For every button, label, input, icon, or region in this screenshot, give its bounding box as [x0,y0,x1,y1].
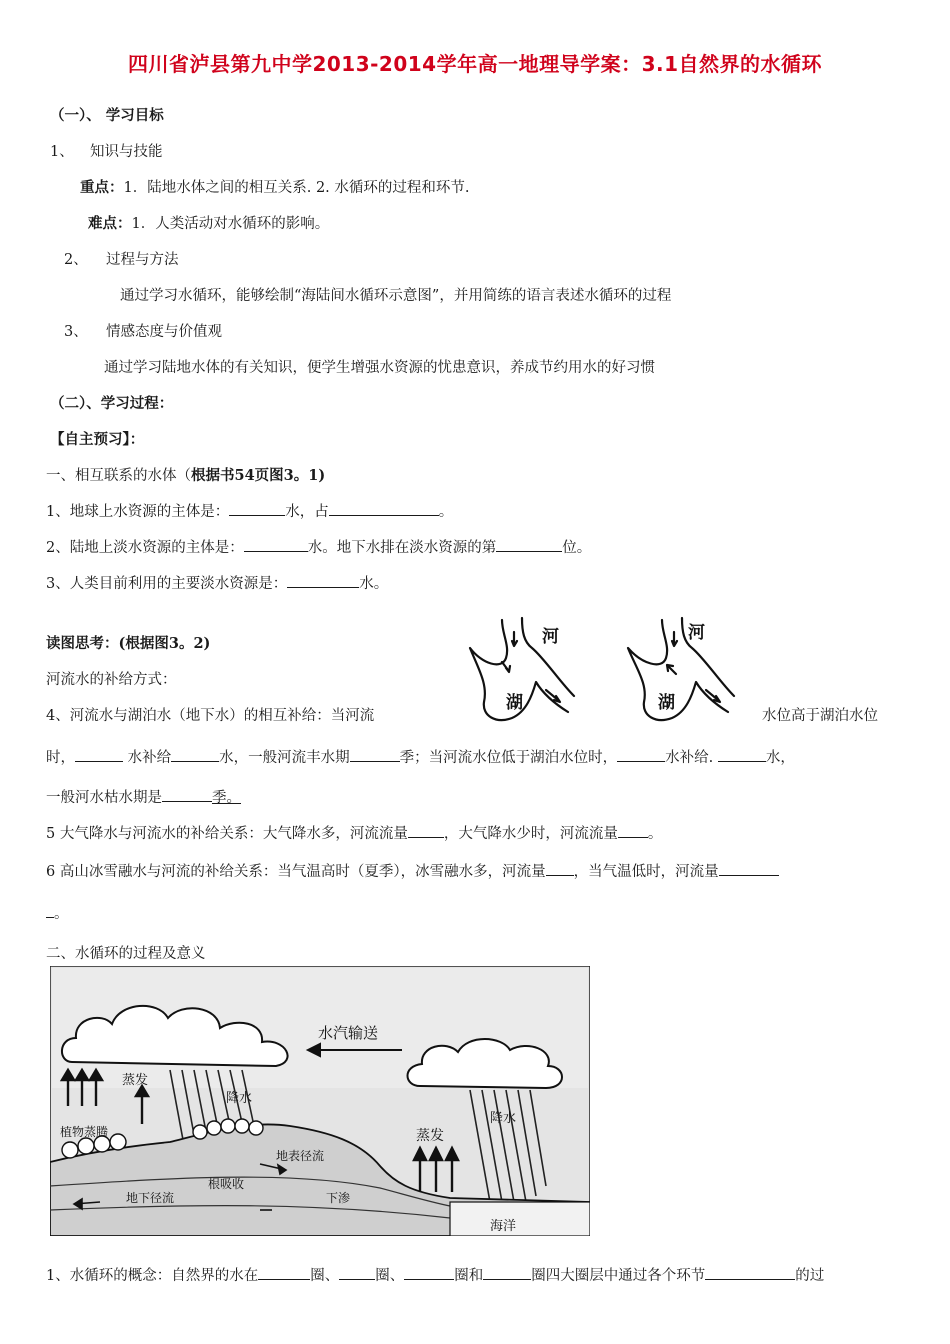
question-4-text-j: 季。 [212,790,241,806]
question-4-line-1a: 4、河流水与湖泊水（地下水）的相互补给：当河流 [46,708,375,724]
question-5-blank-2[interactable] [618,823,648,838]
ocean-area [450,1202,590,1236]
section-heading-process: （二）、学习过程： [50,395,174,412]
vapor-transport-label: 水汽输送 [318,1024,379,1042]
question-4-blank-2[interactable] [171,747,219,762]
question-1-blank-2[interactable] [329,501,439,516]
transpiration-label: 植物蒸腾 [60,1125,109,1139]
river-supply-label: 河流水的补给方式： [46,672,177,688]
question-7-blank-3[interactable] [404,1265,454,1280]
question-5-text-b: ，大气降水少时，河流流量 [443,826,618,842]
precipitation-right-label: 降水 [490,1111,517,1126]
question-2-text-b: 水。地下水排在淡水资源的第 [307,540,497,556]
question-7-text-b: 圈、 [310,1268,340,1284]
question-6-text-a: 6 高山冰雪融水与河流的补给关系：当气温高时（夏季），冰雪融水多，河流量 [46,864,546,880]
water-cycle-figure [50,966,590,1236]
question-7-blank-5[interactable] [705,1265,795,1280]
question-3 [46,572,388,593]
question-4-blank-1[interactable] [75,747,123,762]
question-4-text-c: 时， [46,750,75,766]
question-6-blank-2[interactable] [719,861,779,876]
river-lake-figure [462,612,752,742]
infiltration-label: 下渗 [326,1191,351,1205]
question-4-blank-5[interactable] [718,747,766,762]
subheading-water-bodies [46,464,325,485]
question-7-text-c: 圈、 [375,1268,405,1284]
question-6-end [46,902,69,923]
question-6-text-b: ，当气温低时，河流量 [573,864,719,880]
question-7-text-d: 圈和 [454,1268,484,1284]
question-6-blank-1[interactable] [546,861,574,876]
objective-1-label: 知识与技能 [90,144,163,160]
subheading-water-cycle: 二、水循环的过程及意义 [46,946,206,962]
underground-runoff-label: 地下径流 [126,1191,175,1205]
question-4-blank-6[interactable] [162,787,212,802]
question-4-text-h: 水， [765,750,795,766]
question-5-text-c: 。 [647,826,663,842]
subheading-water-bodies-b: 根据书54页图3。1) [191,467,326,484]
question-3-blank-1[interactable] [287,573,359,588]
question-4-text-f: 季；当河流水位低于湖泊水位时， [399,750,618,766]
key-points-label: 重点： [80,179,124,196]
question-2-text-a: 2、陆地上淡水资源的主体是： [46,540,244,556]
lake-label-left: 湖 [506,693,523,713]
question-4-line-1b: 水位高于湖泊水位 [762,708,878,724]
question-4-text-g: 水补给. [665,750,714,766]
question-4-blank-4[interactable] [617,747,665,762]
objective-3-label: 情感态度与价值观 [106,324,222,340]
question-4-text-d: 水补给 [127,750,172,766]
question-2-blank-1[interactable] [244,537,308,552]
key-points-text: 1．陆地水体之间的相互关系. 2. 水循环的过程和环节. [123,180,470,196]
page-title: 四川省泸县第九中学2013-2014学年高一地理导学案：3.1自然界的水循环 [127,52,823,76]
difficult-points-label: 难点： [88,215,132,232]
question-7-text-f: 的过 [795,1268,825,1284]
question-7-text-a: 1、水循环的概念：自然界的水在 [46,1268,259,1284]
lake-label-right: 湖 [658,693,675,713]
evaporation-left-label: 蒸发 [122,1073,149,1088]
key-points [80,176,470,197]
self-preview-label: 【自主预习】： [50,431,145,448]
question-3-text-b: 水。 [359,576,389,592]
precipitation-left-label: 降水 [226,1091,253,1106]
question-5-blank-1[interactable] [408,823,444,838]
question-1 [46,500,453,521]
objective-3-text: 通过学习陆地水体的有关知识，便学生增强水资源的忧患意识，养成节约用水的好习惯 [104,360,655,376]
question-3-text-a: 3、人类目前利用的主要淡水资源是： [46,576,288,592]
evaporation-right-label: 蒸发 [416,1128,444,1144]
river-label-right: 河 [688,623,705,643]
question-7-blank-2[interactable] [339,1265,375,1280]
question-4-blank-3[interactable] [350,747,400,762]
question-2-text-c: 位。 [562,540,592,556]
question-4-text-e: 水，一般河流丰水期 [219,750,350,766]
question-4-line-2 [46,746,795,767]
question-6-blank-3[interactable] [46,903,54,918]
difficult-points-text: 1．人类活动对水循环的影响。 [131,216,330,232]
difficult-points [88,212,329,233]
question-7-blank-1[interactable] [258,1265,310,1280]
question-4-text-i: 一般河水枯水期是 [46,790,162,806]
question-7-text-e: 圈四大圈层中通过各个环节 [531,1268,706,1284]
question-7 [46,1264,824,1285]
question-2 [46,536,591,557]
ocean-label: 海洋 [490,1219,517,1234]
objective-3-number: 3、 [64,324,88,340]
section-heading-objectives: （一）、 学习目标 [50,107,164,124]
question-5-text-a: 5 大气降水与河流水的补给关系：大气降水多，河流流量 [46,826,408,842]
question-1-text-b: 水，占 [285,504,329,520]
question-1-blank-1[interactable] [229,501,285,516]
question-1-text-a: 1、地球上水资源的主体是： [46,504,230,520]
objective-2-number: 2、 [64,252,88,268]
question-1-text-c: 。 [438,504,454,520]
question-5 [46,822,662,843]
objective-2-text: 通过学习水循环，能够绘制“海陆间水循环示意图”，并用简练的语言表述水循环的过程 [120,288,672,304]
objective-2-label: 过程与方法 [106,252,179,268]
river-label-left: 河 [542,627,559,647]
question-6-text-c: 。 [54,906,69,922]
objective-1-number: 1、 [50,144,74,160]
subheading-water-bodies-a: 一、相互联系的水体（ [46,468,191,484]
question-7-blank-4[interactable] [483,1265,531,1280]
question-4-line-3 [46,786,241,807]
surface-runoff-label: 地表径流 [276,1149,325,1163]
question-6 [46,860,779,881]
ocean-evaporation-arrows-icon [414,1148,458,1192]
question-2-blank-2[interactable] [496,537,562,552]
root-absorption-label: 根吸收 [208,1177,245,1191]
read-figure-label: 读图思考：(根据图3。2) [46,635,211,652]
